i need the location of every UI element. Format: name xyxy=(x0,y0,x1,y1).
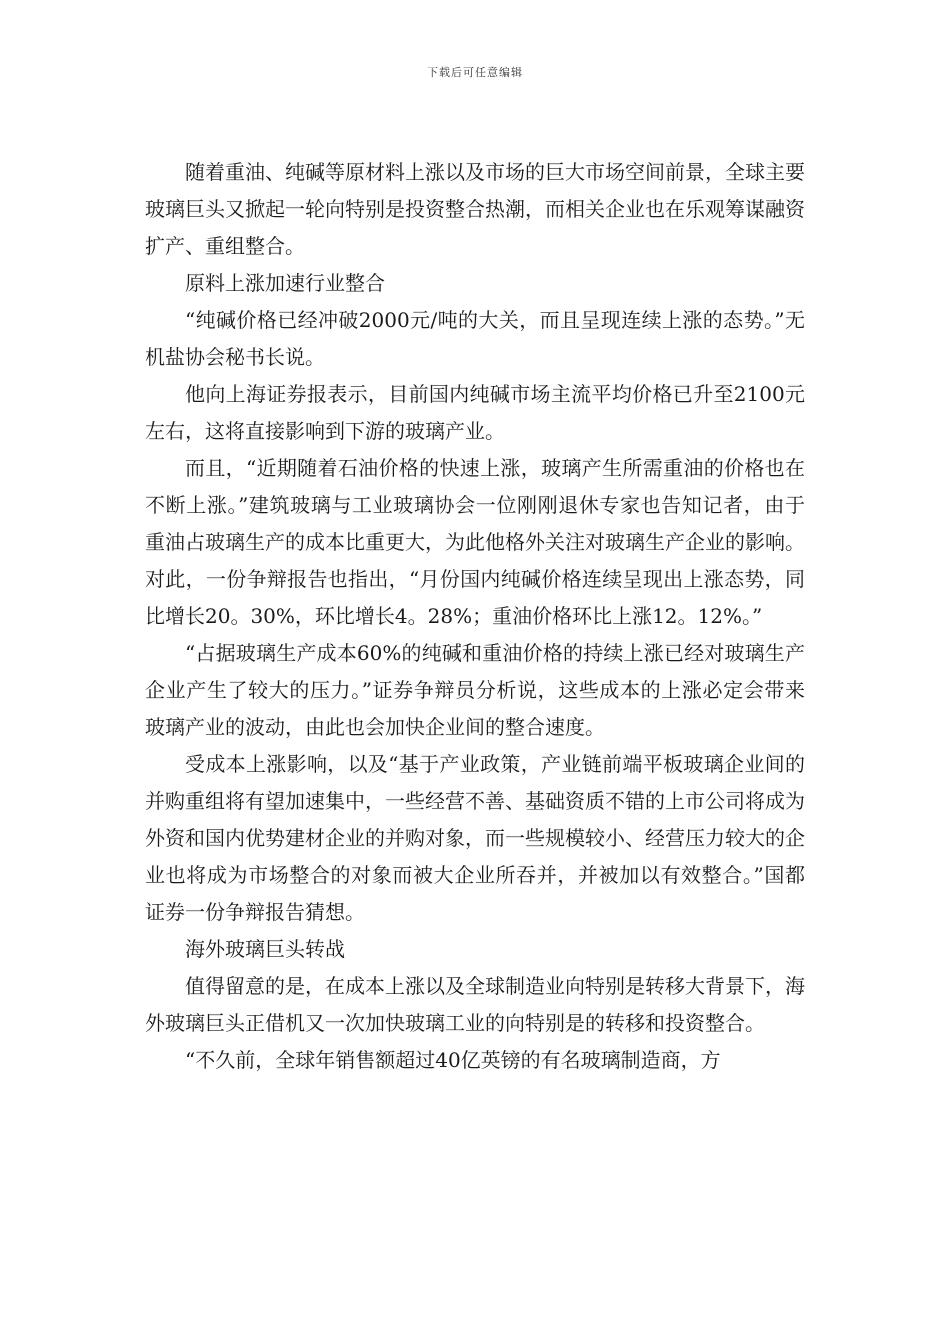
paragraph-market-price: 他向上海证券报表示，目前国内纯碱市场主流平均价格已升至2100元左右，这将直接影响到下游的玻璃产业。 xyxy=(145,382,805,443)
page-header: 下载后可任意编辑 xyxy=(427,66,523,79)
paragraph-consolidation: 受成本上涨影响，以及“基于产业政策，产业链前端平板玻璃企业间的并购重组将有望加速集中，一些经营不善、基础资质不错的上市公司将成为外资和国内优势建材企业的并购对象，而一些规模较小、经营压力较大的企业也将成为市场整合的对象而被大企业所吞并，并被加以有效整合。”国都证券一份争辩报告猜想。 xyxy=(145,752,805,924)
paragraph-heavy-oil: 而且，“近期随着石油价格的快速上涨，玻璃产生所需重油的价格也在不断上涨。”建筑玻璃与工业玻璃协会一位刚刚退休专家也告知记者，由于重油占玻璃生产的成本比重更大，为此他格外关注对玻璃生产企业的影响。对此，一份争辩报告也指出，“月份国内纯碱价格连续呈现出上涨态势，同比增长20。30%，环比增长4。28%；重油价格环比上涨12。12%。” xyxy=(145,456,805,628)
paragraph-overseas-shift: 值得留意的是，在成本上涨以及全球制造业向特别是转移大背景下，海外玻璃巨头正借机又一次加快玻璃工业的向特别是的转移和投资整合。 xyxy=(145,974,805,1035)
paragraph-cost-pressure: “占据玻璃生产成本60%的纯碱和重油价格的持续上涨已经对玻璃生产企业产生了较大的压力。”证券争辩员分析说，这些成本的上涨必定会带来玻璃产业的波动，由此也会加快企业间的整合速度。 xyxy=(145,641,805,739)
paragraph-intro: 随着重油、纯碱等原材料上涨以及市场的巨大市场空间前景，全球主要玻璃巨头又掀起一轮向特别是投资整合热潮，而相关企业也在乐观筹谋融资扩产、重组整合。 xyxy=(145,160,805,258)
document-body xyxy=(145,154,805,1079)
section-heading-overseas: 海外玻璃巨头转战 xyxy=(185,937,345,961)
paragraph-manufacturer: “不久前，全球年销售额超过40亿英镑的有名玻璃制造商，方 xyxy=(185,1048,721,1072)
section-heading-raw-material: 原料上涨加速行业整合 xyxy=(185,271,385,295)
paragraph-soda-price: “纯碱价格已经冲破2000元/吨的大关，而且呈现连续上涨的态势。”无机盐协会秘书长说。 xyxy=(145,308,805,369)
